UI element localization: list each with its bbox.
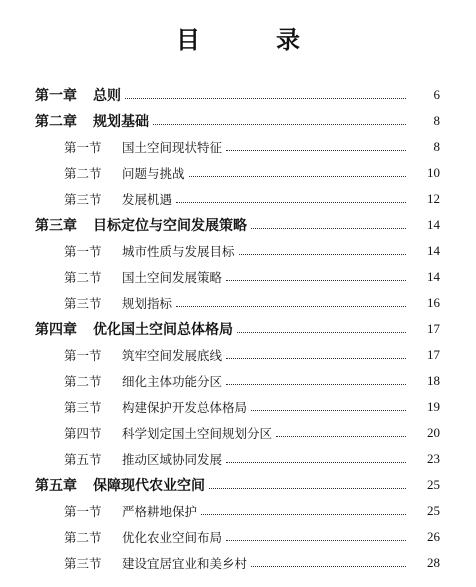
- dot-leader: [251, 228, 406, 229]
- page-number: 14: [427, 243, 440, 258]
- page-number: 17: [427, 321, 440, 336]
- chapter-title: 优化国土空间总体格局: [93, 322, 233, 338]
- section-number: 第二节: [64, 374, 102, 389]
- dot-leader: [251, 410, 406, 411]
- dot-leader: [201, 514, 406, 515]
- dot-leader: [153, 124, 406, 125]
- chapter-title: 规划基础: [93, 114, 149, 130]
- toc-entry[interactable]: [0, 500, 476, 522]
- chapter-title: 总则: [93, 88, 121, 104]
- section-number: 第四节: [64, 426, 102, 441]
- section-number: 第三节: [64, 556, 102, 571]
- toc-entry[interactable]: [0, 292, 476, 314]
- toc-entry[interactable]: [0, 396, 476, 418]
- page-number: 23: [427, 451, 440, 466]
- toc-entry[interactable]: [0, 214, 476, 236]
- page-number: 18: [427, 373, 440, 388]
- dot-leader: [226, 384, 406, 385]
- section-title: 推动区域协同发展: [122, 452, 223, 467]
- toc-entry[interactable]: [0, 526, 476, 548]
- page-number: 17: [427, 347, 440, 362]
- page-number: 28: [427, 555, 440, 570]
- chapter-number: 第三章: [35, 218, 77, 234]
- section-title: 筑牢空间发展底线: [122, 348, 223, 363]
- dot-leader: [209, 488, 406, 489]
- dot-leader: [176, 306, 406, 307]
- toc-entry[interactable]: [0, 84, 476, 106]
- toc-entry[interactable]: [0, 266, 476, 288]
- toc-entry[interactable]: [0, 136, 476, 158]
- page-number: 6: [433, 87, 440, 102]
- toc-entry[interactable]: [0, 422, 476, 444]
- toc-entry[interactable]: [0, 448, 476, 470]
- section-title: 国土空间发展策略: [122, 270, 223, 285]
- section-title: 城市性质与发展目标: [122, 244, 235, 259]
- dot-leader: [226, 540, 406, 541]
- dot-leader: [226, 280, 406, 281]
- toc-entry[interactable]: [0, 162, 476, 184]
- dot-leader: [189, 176, 406, 177]
- section-number: 第一节: [64, 244, 102, 259]
- dot-leader: [176, 202, 406, 203]
- section-title: 科学划定国土空间规划分区: [122, 426, 273, 441]
- section-title: 严格耕地保护: [122, 504, 198, 519]
- page-number: 8: [433, 139, 440, 154]
- dot-leader: [237, 332, 406, 333]
- section-number: 第二节: [64, 270, 102, 285]
- section-number: 第二节: [64, 166, 102, 181]
- toc-entry[interactable]: [0, 110, 476, 132]
- section-title: 构建保护开发总体格局: [122, 400, 248, 415]
- toc-entry[interactable]: [0, 474, 476, 496]
- section-title: 优化农业空间布局: [122, 530, 223, 545]
- page-number: 19: [427, 399, 440, 414]
- dot-leader: [239, 254, 406, 255]
- section-title: 建设宜居宜业和美乡村: [122, 556, 248, 571]
- chapter-title: 目标定位与空间发展策略: [93, 218, 247, 234]
- toc-entry[interactable]: [0, 552, 476, 574]
- section-number: 第一节: [64, 140, 102, 155]
- dot-leader: [226, 462, 406, 463]
- page-number: 10: [427, 165, 440, 180]
- dot-leader: [226, 150, 406, 151]
- dot-leader: [251, 566, 406, 567]
- section-title: 发展机遇: [122, 192, 173, 207]
- section-number: 第二节: [64, 530, 102, 545]
- section-number: 第三节: [64, 192, 102, 207]
- section-title: 国土空间现状特征: [122, 140, 223, 155]
- page-number: 20: [427, 425, 440, 440]
- section-number: 第五节: [64, 452, 102, 467]
- toc-entry[interactable]: [0, 188, 476, 210]
- dot-leader: [276, 436, 406, 437]
- section-number: 第一节: [64, 504, 102, 519]
- page-number: 8: [433, 113, 440, 128]
- page-number: 25: [427, 503, 440, 518]
- page-number: 26: [427, 529, 440, 544]
- section-number: 第三节: [64, 400, 102, 415]
- chapter-number: 第二章: [35, 114, 77, 130]
- dot-leader: [226, 358, 406, 359]
- chapter-title: 保障现代农业空间: [93, 478, 205, 494]
- page-number: 16: [427, 295, 440, 310]
- page-number: 14: [427, 269, 440, 284]
- section-title: 细化主体功能分区: [122, 374, 223, 389]
- toc-entry[interactable]: [0, 318, 476, 340]
- chapter-number: 第五章: [35, 478, 77, 494]
- toc-entry[interactable]: [0, 344, 476, 366]
- section-title: 问题与挑战: [122, 166, 185, 181]
- page-title: 目 录: [176, 25, 326, 54]
- page-number: 14: [427, 217, 440, 232]
- chapter-number: 第一章: [35, 88, 77, 104]
- section-number: 第三节: [64, 296, 102, 311]
- toc-entry[interactable]: [0, 240, 476, 262]
- section-title: 规划指标: [122, 296, 173, 311]
- page-number: 25: [427, 477, 440, 492]
- section-number: 第一节: [64, 348, 102, 363]
- chapter-number: 第四章: [35, 322, 77, 338]
- dot-leader: [125, 98, 406, 99]
- toc-entry[interactable]: [0, 370, 476, 392]
- page-number: 12: [427, 191, 440, 206]
